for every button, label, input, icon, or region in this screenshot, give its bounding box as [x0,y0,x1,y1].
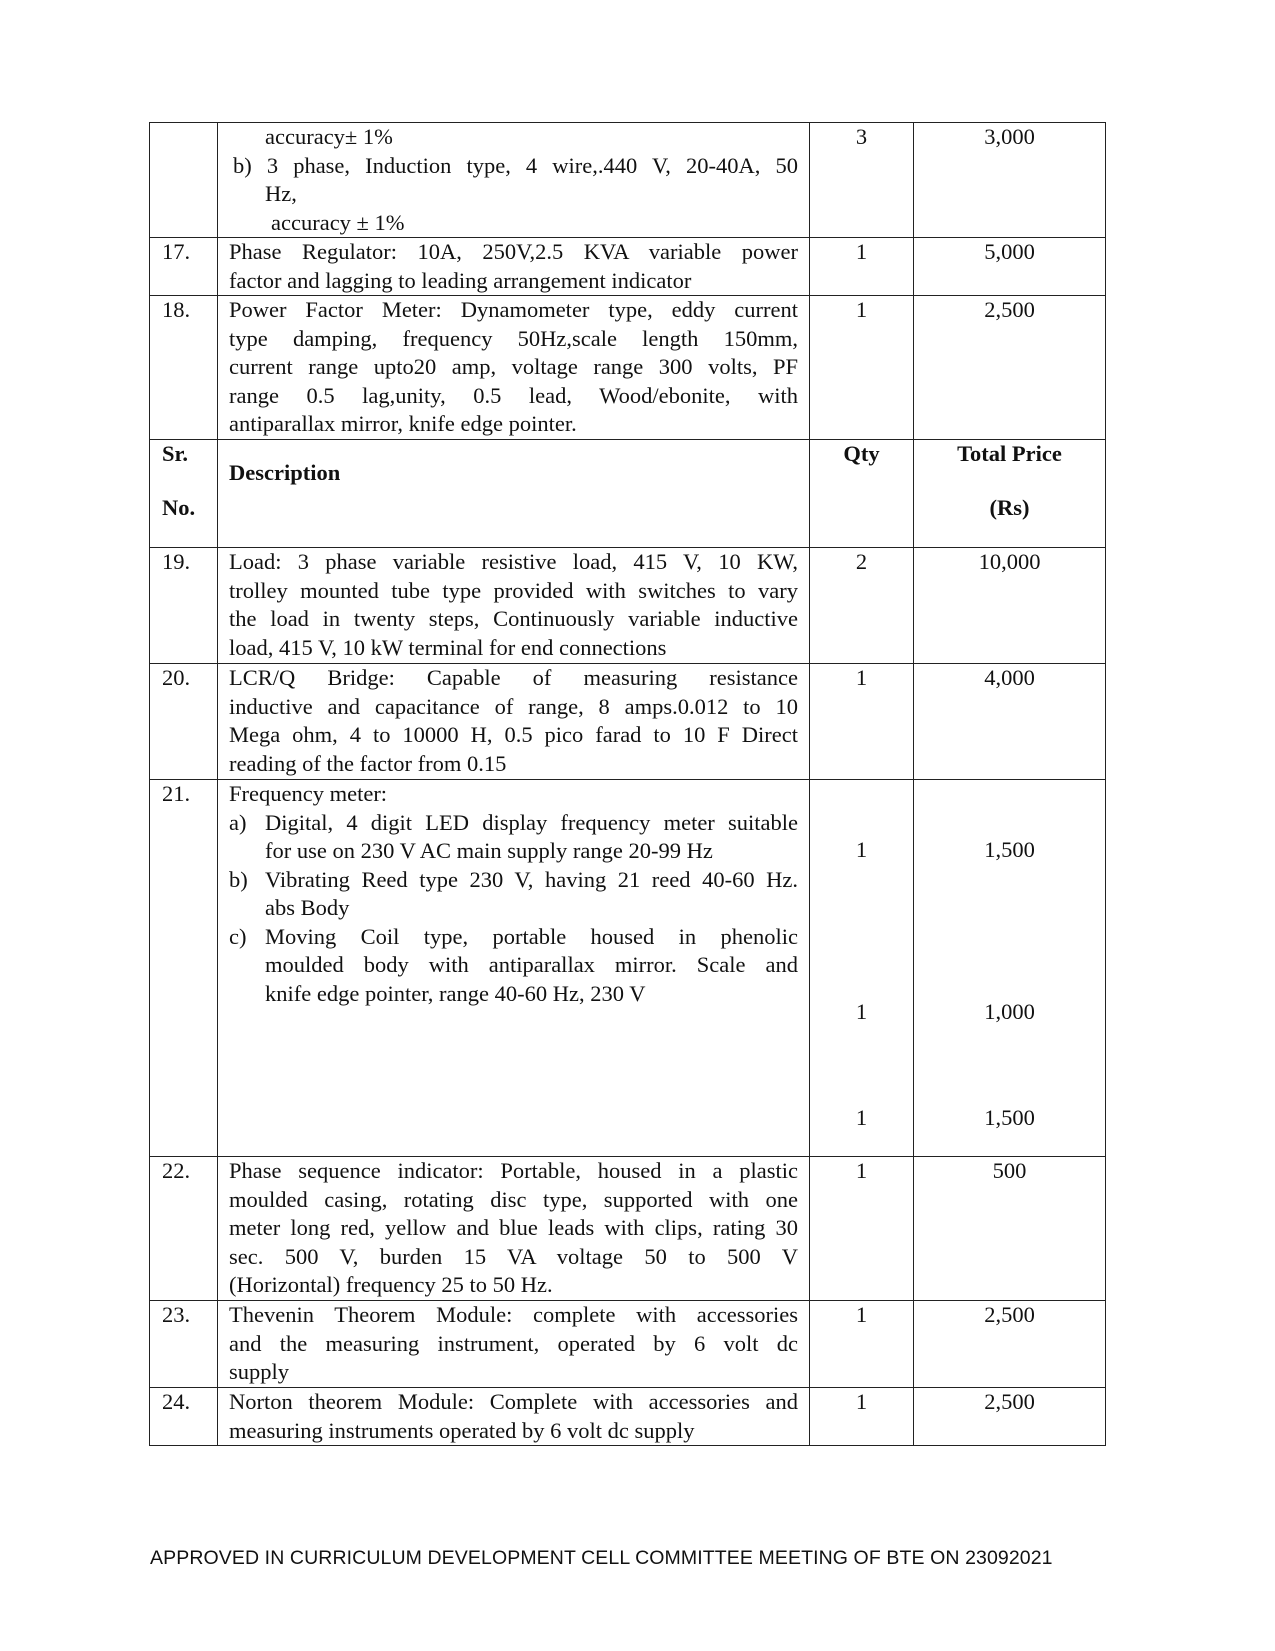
description-line: supply [229,1359,290,1384]
description-line: moulded body with antiparallax mirror. Scale and [265,952,798,977]
table-row [150,780,1106,1157]
description-line: reading of the factor from 0.15 [229,750,507,776]
description-line: load, 415 V, 10 kW terminal for end connections [229,634,667,660]
price-cell: 10,000 [914,548,1106,664]
sr-cell [150,123,218,238]
description-line: current range upto20 amp, voltage range 300 volts, PF [229,354,798,379]
list-item [229,866,798,923]
description-line: Hz, [265,181,297,206]
description-cell [218,664,810,780]
description-cell [218,1301,810,1388]
description-line: meter long red, yellow and blue leads with clips, rating 30 [229,1215,798,1240]
table-row [150,296,1106,440]
description-line: measuring instruments operated by 6 volt dc supply [229,1417,695,1443]
description-line: inductive and capacitance of range, 8 amps.0.012 to 10 [229,693,798,719]
table-row [150,123,1106,238]
price-cell: 2,500 [914,1301,1106,1388]
table-header-row [150,440,1106,548]
price-cell: 4,000 [914,664,1106,780]
description-line: Thevenin Theorem Module: complete with accessories [229,1302,798,1327]
description-line: moulded casing, rotating disc type, supported with one [229,1186,798,1212]
description-line: Digital, 4 digit LED display frequency meter suitable [265,809,798,835]
equipment-table [149,122,1106,1446]
description-line: and the measuring instrument, operated by 6 volt dc [229,1330,798,1356]
table-row [150,1301,1106,1388]
description-cell [218,238,810,296]
sr-cell: 19. [150,548,218,664]
sr-cell: 21. [150,780,218,1157]
description-line: knife edge pointer, range 40-60 Hz, 230 V [265,980,646,1006]
qty-cell: 3 [810,123,914,238]
qty-value: 1 [855,998,868,1024]
description-line: Phase sequence indicator: Portable, housed in a plastic [229,1158,798,1183]
sr-cell: 24. [150,1388,218,1446]
description-line: sec. 500 V, burden 15 VA voltage 50 to 500 V [229,1243,798,1269]
qty-value: 1 [855,837,868,862]
list-item [229,809,798,866]
price-cell: 3,000 [914,123,1106,238]
table-row [150,238,1106,296]
price-value: 1,500 [984,1105,1035,1130]
description-line: (Horizontal) frequency 25 to 50 Hz. [229,1272,553,1297]
table-row [150,1157,1106,1301]
table-row [150,1388,1106,1446]
description-line: abs Body [265,895,350,920]
table-row [150,664,1106,780]
qty-cell: 1 [810,1388,914,1446]
sr-cell: 20. [150,664,218,780]
price-cell [914,780,1106,1157]
page-footer: APPROVED IN CURRICULUM DEVELOPMENT CELL COMMITTEE MEETING OF BTE ON 23092021 [150,1547,1053,1569]
price-cell: 2,500 [914,296,1106,440]
table-row [150,548,1106,664]
header-description-label: Description [229,460,341,485]
description-line: trolley mounted tube type provided with switches to vary [229,577,798,603]
price-cell: 5,000 [914,238,1106,296]
header-price-line: (Rs) [989,494,1030,520]
list-item [229,923,798,1009]
description-cell [218,780,810,1157]
description-line: for use on 230 V AC main supply range 20-99 Hz [265,838,713,863]
header-qty: Qty [810,440,914,548]
description-cell [218,1388,810,1446]
qty-cell: 1 [810,238,914,296]
qty-cell [810,780,914,1157]
description-line: type damping, frequency 50Hz,scale length 150mm, [229,325,798,351]
description-line: antiparallax mirror, knife edge pointer. [229,411,577,436]
sr-cell: 17. [150,238,218,296]
header-sr-line: Sr. [162,441,189,466]
qty-cell: 1 [810,664,914,780]
description-line: LCR/Q Bridge: Capable of measuring resistance [229,665,798,690]
qty-cell: 1 [810,1301,914,1388]
description-cell [218,548,810,664]
description-cell [218,296,810,440]
qty-cell: 2 [810,548,914,664]
price-value: 1,000 [984,998,1035,1024]
list-marker: a) [229,809,247,835]
description-line: Norton theorem Module: Complete with accessories and [229,1389,798,1414]
description-line: factor and lagging to leading arrangement indicator [229,267,692,293]
price-cell: 2,500 [914,1388,1106,1446]
description-line: Phase Regulator: 10A, 250V,2.5 KVA variable power [229,239,798,264]
list-marker: c) [229,923,247,949]
header-sr-line: No. [162,494,196,520]
description-title: Frequency meter: [229,781,388,806]
qty-value: 1 [855,1105,868,1130]
description-line: Moving Coil type, portable housed in phenolic [265,923,798,949]
header-price [914,440,1106,548]
header-price-line: Total Price [957,441,1062,466]
description-line: b) 3 phase, Induction type, 4 wire,.440 V, 20-40A, 50 [233,152,798,178]
description-line: Vibrating Reed type 230 V, having 21 reed 40-60 Hz. [265,866,798,892]
list-marker: b) [229,866,248,892]
sr-cell: 18. [150,296,218,440]
sr-cell: 22. [150,1157,218,1301]
qty-cell: 1 [810,296,914,440]
sr-cell: 23. [150,1301,218,1388]
description-line: Power Factor Meter: Dynamometer type, eddy current [229,297,798,322]
price-value: 1,500 [984,837,1035,862]
description-line: range 0.5 lag,unity, 0.5 lead, Wood/ebonite, with [229,382,798,408]
description-cell [218,1157,810,1301]
description-line: Load: 3 phase variable resistive load, 415 V, 10 KW, [229,549,798,574]
description-cell [218,123,810,238]
price-cell: 500 [914,1157,1106,1301]
header-sr [150,440,218,548]
qty-cell: 1 [810,1157,914,1301]
description-line: the load in twenty steps, Continuously variable inductive [229,606,798,631]
description-line: Mega ohm, 4 to 10000 H, 0.5 pico farad to 10 F Direct [229,722,798,747]
description-line: accuracy ± 1% [271,209,405,235]
header-description [218,440,810,548]
description-line: accuracy± 1% [265,124,393,149]
